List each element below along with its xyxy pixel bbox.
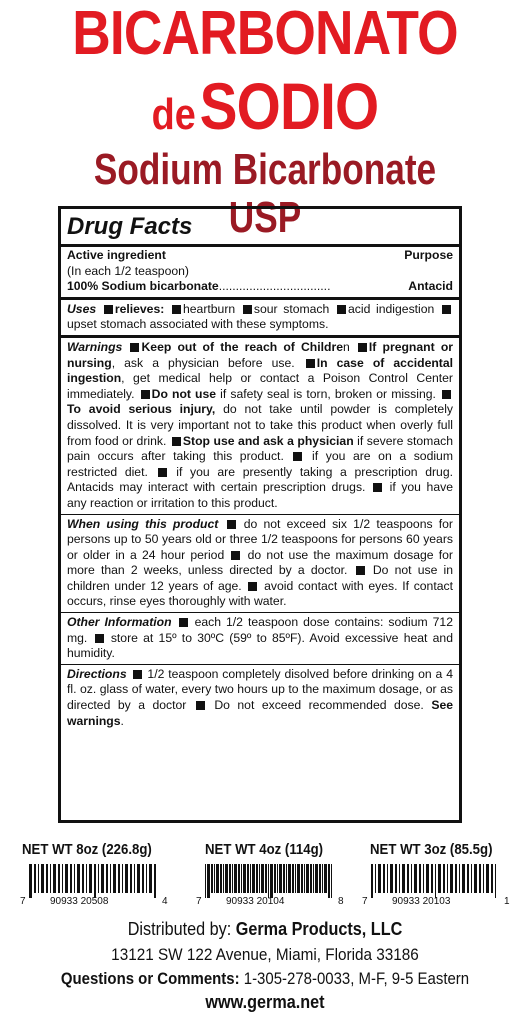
barcode-bar (256, 864, 258, 893)
barcode-bar (471, 864, 472, 893)
distributor-line (27, 919, 504, 940)
barcode-bar (447, 864, 448, 893)
barcode-bar (234, 864, 237, 893)
barcode-bar (94, 864, 96, 898)
ingredient-name: 100% Sodium bicarbonate (67, 279, 219, 294)
barcode-bar (214, 864, 215, 893)
bullet-icon (133, 670, 142, 679)
other-info-text: store at 15º to 30ºC (59º to 85ºF). Avoid excessive heat and humidity. (67, 630, 453, 661)
barcode-bar (259, 864, 260, 893)
barcode-bar (98, 864, 99, 893)
barcode-bar (486, 864, 489, 893)
bullet-icon (196, 701, 205, 710)
barcode-bar (399, 864, 400, 893)
barcode-bar (292, 864, 294, 893)
when-using-text: do not use the maximum dosage for more than 2 weeks, unless directed by a doctor. (67, 547, 453, 578)
barcode-bar (274, 864, 276, 893)
contact-line (32, 969, 498, 989)
barcode-bar (232, 864, 233, 893)
barcode-bar (283, 864, 285, 893)
barcode-bar (261, 864, 264, 893)
barcode-bar (423, 864, 424, 893)
barcode-bar (250, 864, 251, 893)
barcode-bar (483, 864, 484, 893)
website-link[interactable]: www.germa.net (205, 992, 325, 1012)
barcode-bar (322, 864, 323, 893)
barcode-bar (462, 864, 465, 893)
barcode-bar (216, 864, 219, 893)
bullet-icon (172, 437, 181, 446)
barcode-bar (223, 864, 224, 893)
when-using-section (67, 515, 453, 613)
bullet-icon (227, 520, 236, 529)
directions-text: 1/2 teaspoon completely disolved before drinking on a 4 fl. oz. glass of water, every two hours up to the maximum dosage, or as directed by a doctor (67, 666, 453, 713)
questions-label: Questions or Comments: (60, 969, 244, 988)
barcode-bar (315, 864, 318, 893)
barcode-bar (402, 864, 405, 893)
product-subtitle: Sodium Bicarbonate USP (93, 145, 437, 242)
barcode-bar (89, 864, 92, 893)
other-info-text: each 1/2 teaspoon dose contains: sodium 712 mg. (67, 615, 453, 645)
uses-section (67, 300, 453, 335)
barcode-bar (306, 864, 309, 893)
directions-section (67, 665, 453, 731)
barcode-bar (106, 864, 108, 893)
uses-label: Uses (67, 301, 97, 316)
barcode-bar (225, 864, 228, 893)
barcode-bar (65, 864, 68, 893)
barcode-bar (313, 864, 314, 893)
barcode-bar (82, 864, 84, 893)
barcode-bar (474, 864, 477, 893)
barcode-bar (113, 864, 116, 893)
barcode-digits: 90933 20103 (392, 896, 451, 907)
barcode-bar (297, 864, 300, 893)
title-sodio: SODIO (199, 69, 379, 143)
barcode-bar (419, 864, 421, 893)
barcode-bar (241, 864, 242, 893)
bullet-icon (337, 305, 346, 314)
barcode-bar (211, 864, 213, 893)
barcode-digit-left: 7 (362, 896, 368, 907)
barcode-bar (130, 864, 132, 893)
barcode-digit-left: 7 (196, 896, 202, 907)
barcode-bar (247, 864, 249, 893)
barcode-digit-right: 1 (504, 896, 510, 907)
barcode-bar (395, 864, 397, 893)
barcode-bar (118, 864, 120, 893)
barcode-bar (205, 864, 206, 898)
warning-text: If pregnant or nursing (67, 339, 454, 370)
barcode-bar (58, 864, 60, 893)
barcode-bar (134, 864, 135, 893)
drug-facts-panel (58, 206, 462, 823)
barcode-bar (455, 864, 457, 893)
barcode-bar (375, 864, 376, 893)
barcode-bar (310, 864, 312, 893)
barcode-bar (146, 864, 147, 893)
warning-text: if you are on a sodium restricted diet. (67, 449, 453, 479)
active-ingredient-label: Active ingredient (67, 248, 166, 262)
barcode-bar (295, 864, 296, 893)
bullet-icon (442, 305, 451, 314)
net-weight-4oz: NET WT 4oz (114g) (205, 841, 324, 858)
warning-text: n (342, 339, 350, 354)
barcode-bar (450, 864, 453, 893)
warning-text: Stop use and ask a physician (182, 433, 354, 448)
warning-text: if safety seal is torn, broken or missing. (216, 386, 436, 401)
barcode-bar (142, 864, 144, 893)
barcode-bar (243, 864, 246, 893)
bullet-icon (373, 483, 382, 492)
barcode-bar (288, 864, 291, 893)
directions-text: Do not exceed recommended dose. (206, 698, 424, 713)
barcode-bar (110, 864, 111, 893)
barcode-bar (426, 864, 429, 893)
ingredient-purpose: Antacid (408, 279, 453, 294)
barcode-bar (324, 864, 327, 893)
warning-text: To avoid serious injury, (67, 402, 216, 417)
barcode-bar (50, 864, 51, 893)
company-address: 13121 SW 122 Avenue, Miami, Florida 33186 (111, 945, 419, 964)
barcode-bar (229, 864, 231, 893)
barcode-bar (101, 864, 104, 893)
barcode-bar (125, 864, 128, 893)
dose-note: (In each 1/2 teaspoon) (67, 263, 189, 278)
barcode-bar (207, 864, 210, 898)
bullet-icon (130, 343, 139, 352)
ingredient-row (67, 279, 453, 297)
barcode-bar (479, 864, 481, 893)
bullet-icon (104, 305, 113, 314)
barcode-bar (467, 864, 469, 893)
bullet-icon (179, 618, 188, 627)
barcode-bar (383, 864, 385, 893)
warning-text: if you have any reaction or irritation to this product. (67, 480, 453, 510)
distributed-label: Distributed by: (127, 919, 236, 939)
barcode-bar (407, 864, 409, 893)
drug-facts-heading: Drug Facts (67, 213, 193, 240)
warnings-section (67, 338, 453, 514)
barcode-bar (431, 864, 433, 893)
warning-text: , ask a physician before use. (111, 355, 295, 370)
barcode-bar (70, 864, 72, 893)
phone-number: 1-305-278-0033, M-F, 9-5 Eastern (243, 969, 470, 988)
when-using-text: avoid contact with eyes. If contact occurs, rinse eyes thoroughly with water. (67, 578, 453, 609)
bullet-icon (306, 359, 315, 368)
barcode-bar (74, 864, 75, 893)
bullet-icon (141, 390, 150, 399)
bullet-icon (243, 305, 252, 314)
barcode-bar (29, 864, 32, 898)
barcode-bar (459, 864, 460, 893)
directions-text: . (120, 713, 124, 728)
barcode-bar (46, 864, 48, 893)
active-ingredient-header (67, 247, 453, 264)
barcode-bar (378, 864, 381, 893)
barcode-bar (390, 864, 393, 893)
barcode-bar (414, 864, 417, 893)
barcode-bar (53, 864, 56, 893)
see-warnings-text: See warnings (67, 698, 454, 728)
barcode-icon (370, 864, 500, 898)
barcode-bar (435, 864, 436, 898)
barcode-bar (387, 864, 388, 893)
barcode-bar (252, 864, 255, 893)
company-name: Germa Products, LLC (235, 919, 403, 939)
net-weight-8oz: NET WT 8oz (226.8g) (22, 841, 152, 858)
bullet-icon (158, 468, 167, 477)
directions-label: Directions (67, 666, 127, 681)
barcode-bar (301, 864, 303, 893)
bullet-icon (293, 452, 302, 461)
barcode-bar (328, 864, 330, 898)
barcode-bar (149, 864, 152, 893)
barcode-bar (154, 864, 156, 898)
net-weight-3oz: NET WT 3oz (85.5g) (370, 841, 493, 858)
barcode-digit-left: 7 (20, 896, 26, 907)
product-title: BICARBONATO (72, 0, 458, 68)
warnings-label: Warnings (67, 339, 123, 354)
bullet-icon (248, 582, 257, 591)
other-information-label: Other Information (67, 615, 172, 630)
barcode-bar (371, 864, 373, 898)
bullet-icon (358, 343, 367, 352)
barcode-bar (77, 864, 80, 893)
barcode-bar (268, 864, 269, 898)
warning-text: Do not use (151, 386, 217, 401)
barcode-bar (411, 864, 412, 893)
barcode-bar (270, 864, 273, 898)
barcode-bar (438, 864, 441, 893)
use-item: upset stomach associated with these symptoms. (67, 317, 329, 332)
bullet-icon (442, 390, 451, 399)
barcode-bar (34, 864, 36, 893)
warning-text: if you are presently taking a prescription drug. Antacids may interact with certain prescription drugs. (67, 464, 453, 495)
barcode-digits: 90933 20104 (226, 896, 285, 907)
title-de: de (151, 90, 196, 139)
warning-text: In case of accidental ingestion (67, 355, 454, 386)
barcode-icon (204, 864, 334, 898)
barcode-digit-right: 8 (338, 896, 344, 907)
barcode-bar (319, 864, 321, 893)
uses-relieves: relieves: (114, 301, 165, 316)
warning-text: if severe stomach pain occurs after taking this product. (67, 433, 453, 464)
barcode-bar (265, 864, 267, 893)
bullet-icon (231, 551, 240, 560)
barcode-bar (286, 864, 287, 893)
barcode-bar (41, 864, 44, 893)
bullet-icon (172, 305, 181, 314)
purpose-label: Purpose (404, 248, 453, 262)
when-using-text: do not exceed six 1/2 teaspoons for persons up to 50 years old or three 1/2 teaspoons for persons 60 years or older in a 24 hour period (67, 516, 453, 562)
barcode-bar (491, 864, 493, 893)
warning-text: Keep out of the reach of Childre (141, 339, 343, 354)
barcode-bar (238, 864, 240, 893)
barcode-icon (28, 864, 158, 898)
warning-text: do not take until powder is completely dissolved. It is very important not to take this product when overly full from food or drink. (67, 402, 453, 448)
barcode-bar (495, 864, 496, 898)
barcode-bar (443, 864, 445, 893)
bullet-icon (95, 634, 104, 643)
barcode-bar (304, 864, 305, 893)
use-item: sour stomach (253, 301, 330, 316)
barcode-bar (277, 864, 278, 893)
barcode-digits: 90933 20508 (50, 896, 109, 907)
barcode-bar (220, 864, 222, 893)
bullet-icon (356, 566, 365, 575)
other-information-section (67, 613, 453, 664)
when-using-label: When using this product (67, 516, 219, 531)
when-using-text: Do not use in children under 12 years of age. (67, 563, 454, 593)
warning-text: , get medical help or contact a Poison Control Center immediately. (67, 371, 453, 401)
barcode-bar (331, 864, 332, 898)
barcode-bar (279, 864, 282, 893)
leader-dots: ................................. (218, 279, 331, 294)
barcode-digit-right: 4 (162, 896, 168, 907)
barcode-bar (62, 864, 63, 893)
barcode-bar (86, 864, 87, 893)
barcode-bar (122, 864, 123, 893)
use-item: acid indigestion (348, 301, 435, 316)
use-item: heartburn (182, 301, 236, 316)
barcode-bar (38, 864, 39, 893)
barcode-bar (137, 864, 140, 893)
